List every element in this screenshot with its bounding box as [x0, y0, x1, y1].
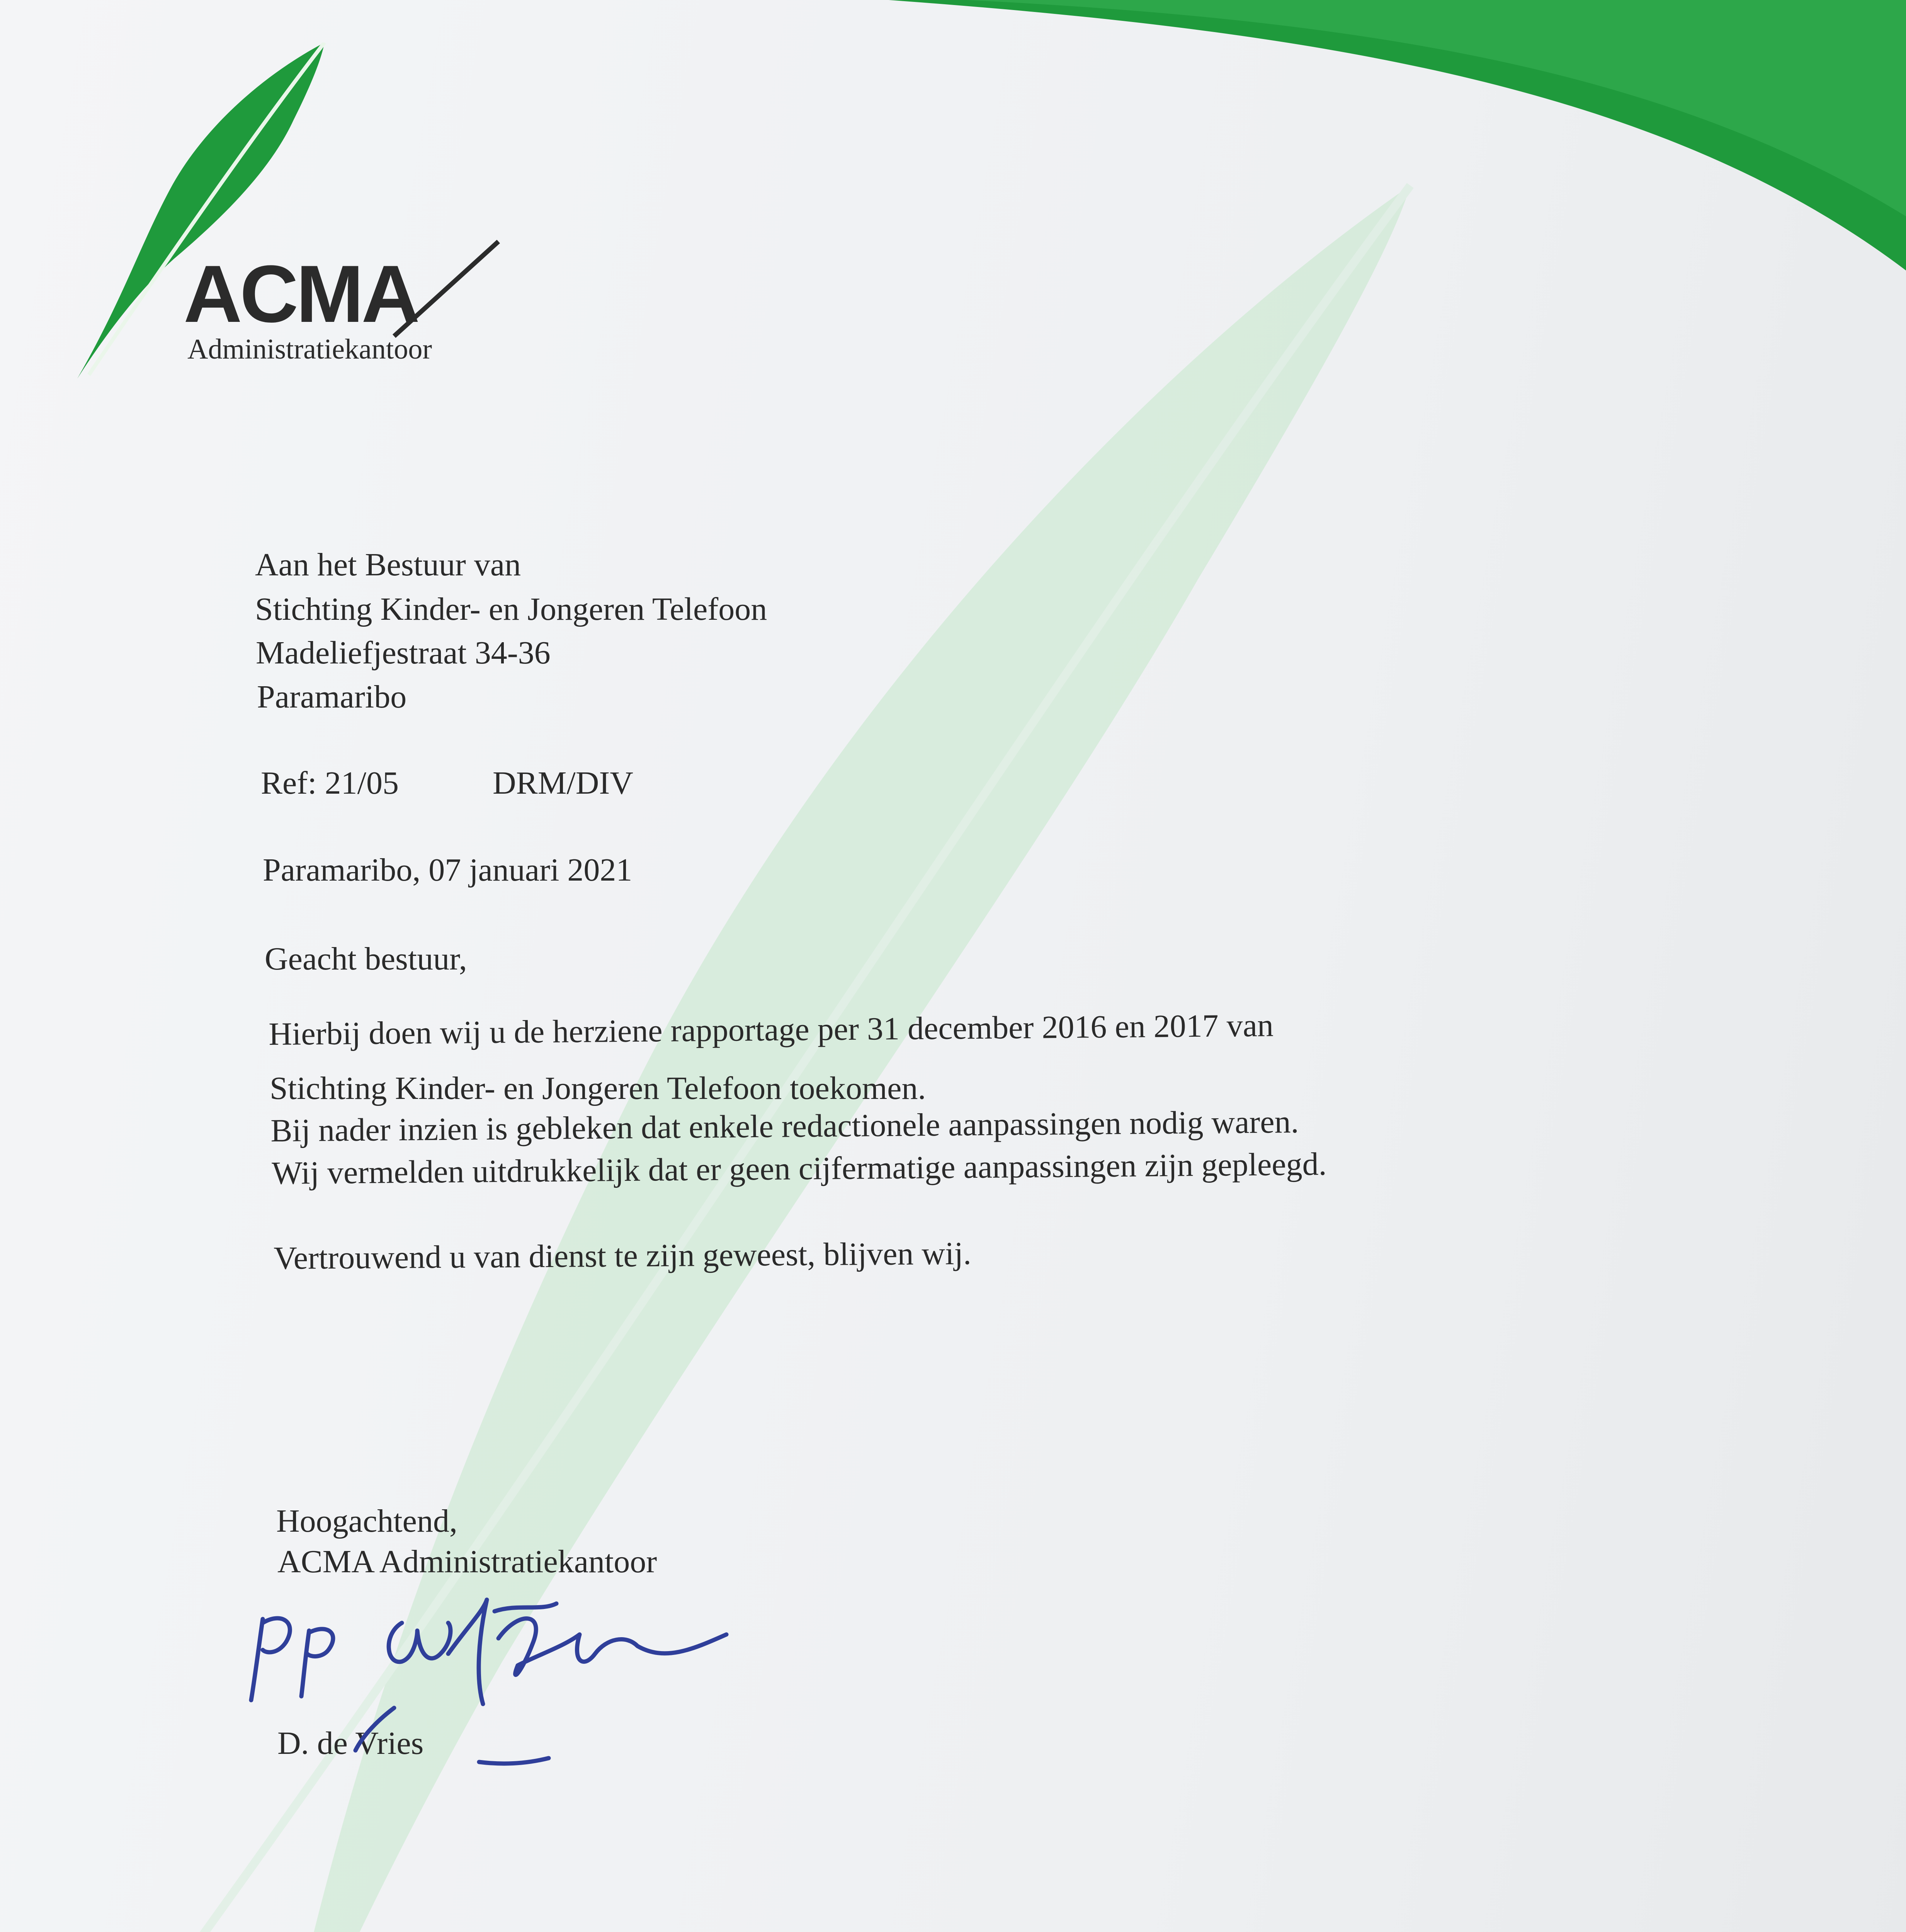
- recipient-line: Madeliefjestraat 34-36: [256, 635, 551, 671]
- top-green-band-light: [966, 0, 1906, 216]
- reference-code: DRM/DIV: [493, 765, 634, 801]
- salutation: Geacht bestuur,: [265, 941, 467, 977]
- handwritten-signature: [247, 1588, 750, 1781]
- letter-date: Paramaribo, 07 januari 2021: [263, 852, 632, 888]
- body-line: Hierbij doen wij u de herziene rapportage per 31 december 2016 en 2017 van: [268, 1007, 1274, 1052]
- body-line: Bij nader inzien is gebleken dat enkele redactionele aanpassingen nodig waren.: [270, 1104, 1299, 1149]
- logo-wordmark: ACMA: [184, 248, 418, 339]
- signatory-name: D. de Vries: [277, 1725, 424, 1761]
- reference-number: Ref: 21/05: [261, 765, 399, 801]
- recipient-line: Aan het Bestuur van: [255, 547, 521, 583]
- body-line: Wij vermelden uitdrukkelijk dat er geen cijfermatige aanpassingen zijn gepleegd.: [271, 1146, 1327, 1191]
- closing-greeting: Hoogachtend,: [276, 1503, 457, 1539]
- body-line: Stichting Kinder- en Jongeren Telefoon toekomen.: [270, 1070, 926, 1106]
- logo-subtitle: Administratiekantoor: [187, 333, 432, 365]
- closing-remark: Vertrouwend u van dienst te zijn geweest, blijven wij.: [273, 1235, 972, 1276]
- recipient-line: Stichting Kinder- en Jongeren Telefoon: [255, 591, 767, 627]
- closing-company: ACMA Administratiekantoor: [277, 1544, 657, 1580]
- recipient-line: Paramaribo: [257, 679, 407, 715]
